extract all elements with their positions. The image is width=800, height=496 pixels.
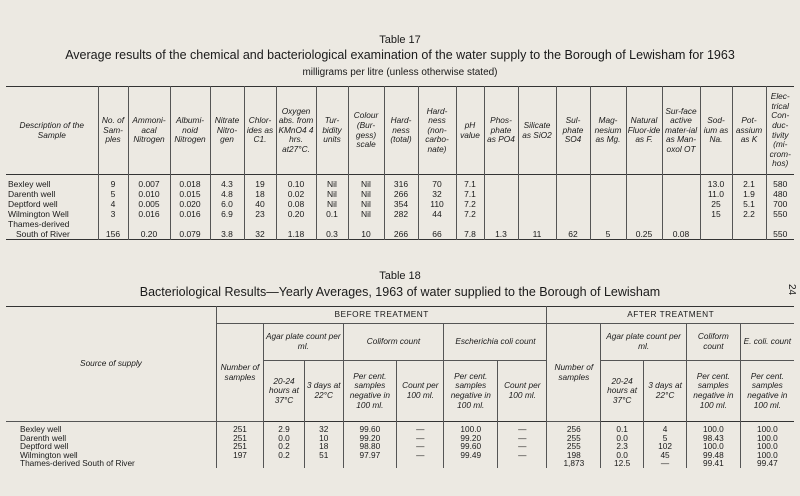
table-cell: —	[644, 459, 687, 468]
table-cell	[444, 459, 498, 468]
table-cell	[484, 219, 518, 229]
table-cell: 550	[766, 229, 794, 240]
table-17-column-header: No. of Sam-ples	[98, 87, 128, 175]
table-17-column-header: Sul-phate SO4	[556, 87, 590, 175]
table-cell: 4	[644, 422, 687, 434]
table-17-column-header: Oxygen abs. from KMnO4 4 hrs. at27°C.	[276, 87, 316, 175]
table-cell: 6.0	[210, 199, 244, 209]
table-cell: 0.005	[128, 199, 170, 209]
ecoli-pct-before-header: Per cent. samples negative in 100 ml.	[444, 361, 498, 422]
table-cell	[484, 175, 518, 190]
table-17-number: Table 17	[379, 34, 421, 46]
coliform-pct-after-header: Per cent. samples negative in 100 ml.	[687, 361, 741, 422]
table-cell	[626, 199, 662, 209]
table-cell: 0.079	[170, 229, 210, 240]
table-cell	[128, 219, 170, 229]
table-17	[6, 86, 794, 240]
ecoli-before-header: Escherichia coli count	[444, 324, 547, 361]
table-cell: Nil	[316, 189, 348, 199]
table-17-subtitle: milligrams per litre (unless otherwise stated)	[302, 67, 498, 78]
table-cell: 0.10	[276, 175, 316, 190]
table-cell: 3	[98, 209, 128, 219]
table-cell	[556, 199, 590, 209]
agar-after-header: Agar plate count per ml.	[601, 324, 687, 361]
table-cell	[316, 219, 348, 229]
table-17-column-header: Albumi-noid Nitrogen	[170, 87, 210, 175]
coliform-count-before-header: Count per 100 ml.	[397, 361, 444, 422]
table-cell: 23	[244, 209, 276, 219]
table-17-header-row	[6, 87, 794, 175]
table-17-title: Average results of the chemical and bacteriological examination of the water supply to the Borough of Lewisham for 1963	[65, 48, 735, 62]
table-cell	[556, 189, 590, 199]
table-cell: Nil	[316, 175, 348, 190]
table-cell: 100.0	[740, 434, 794, 443]
table-17-column-header: Natural Fluor-ide as F.	[626, 87, 662, 175]
table-cell	[590, 219, 626, 229]
table-cell	[590, 209, 626, 219]
row-label: Darenth well	[20, 432, 67, 443]
table-cell: 5	[644, 434, 687, 443]
table-cell: 40	[244, 199, 276, 209]
agar-2024-before-header: 20-24 hours at 37°C	[264, 361, 305, 422]
table-cell	[216, 459, 263, 468]
row-label: Deptford well	[8, 199, 58, 209]
table-17-column-header: Sur-face active mater-ial as Man-oxol OT	[662, 87, 700, 175]
table-cell: 5.1	[732, 199, 766, 209]
table-cell	[662, 209, 700, 219]
table-cell: 0.3	[316, 229, 348, 240]
table-cell: 0.08	[276, 199, 316, 209]
table-cell	[590, 199, 626, 209]
table-cell: 0.015	[170, 189, 210, 199]
table-cell: 255	[547, 434, 601, 443]
table-cell: 255	[547, 442, 601, 451]
table-cell: 25	[700, 199, 732, 209]
table-cell: —	[498, 434, 547, 443]
table-cell	[518, 219, 556, 229]
table-cell: 51	[304, 451, 343, 460]
table-cell	[518, 199, 556, 209]
table-cell	[518, 209, 556, 219]
after-treatment-header: AFTER TREATMENT	[547, 307, 794, 324]
table-cell: 0.20	[128, 229, 170, 240]
ecoli-after-header: E. coli. count	[740, 324, 794, 361]
table-cell: —	[498, 422, 547, 434]
table-row	[6, 209, 794, 219]
table-cell	[590, 189, 626, 199]
row-label: Bexley well	[20, 424, 62, 434]
coliform-pct-before-header: Per cent. samples negative in 100 ml.	[343, 361, 397, 422]
table-row	[6, 442, 794, 451]
table-cell: 98.80	[343, 442, 397, 451]
table-17-column-header: Chlor-ides as C1.	[244, 87, 276, 175]
table-cell: 0.2	[264, 451, 305, 460]
table-cell	[732, 219, 766, 229]
table-cell: 0.016	[170, 209, 210, 219]
table-cell	[498, 459, 547, 468]
table-cell: 13.0	[700, 175, 732, 190]
table-cell: 2.9	[264, 422, 305, 434]
table-cell	[98, 219, 128, 229]
table-cell: 99.48	[687, 451, 741, 460]
table-cell: 32	[304, 422, 343, 434]
agar-2024-after-header: 20-24 hours at 37°C	[601, 361, 644, 422]
row-label: Deptford well	[20, 441, 69, 451]
table-17-column-header: Description of the Sample	[19, 119, 85, 140]
table-cell	[397, 459, 444, 468]
table-cell: 2.2	[732, 209, 766, 219]
table-cell	[518, 175, 556, 190]
table-cell: 15	[700, 209, 732, 219]
table-17-column-header: Ammoni-acal Nitrogen	[128, 87, 170, 175]
table-cell: 0.1	[601, 422, 644, 434]
table-cell: 44	[418, 209, 456, 219]
table-cell	[732, 229, 766, 240]
table-cell: 18	[304, 442, 343, 451]
table-cell: 100.0	[687, 442, 741, 451]
table-cell: Nil	[348, 175, 384, 190]
table-cell: 0.007	[128, 175, 170, 190]
table-cell: 99.60	[343, 422, 397, 434]
table-cell	[518, 189, 556, 199]
table-cell: 100.0	[740, 422, 794, 434]
table-cell: 282	[384, 209, 418, 219]
table-cell	[170, 219, 210, 229]
row-label: Darenth well	[8, 189, 56, 199]
table-cell: 198	[547, 451, 601, 460]
table-cell: 156	[98, 229, 128, 240]
table-cell: —	[397, 434, 444, 443]
page-number: 24	[785, 283, 797, 296]
row-label: Thames-derived	[8, 219, 70, 229]
table-cell: 7.1	[456, 175, 484, 190]
table-cell: 700	[766, 199, 794, 209]
table-cell: 0.010	[128, 189, 170, 199]
table-17-column-header: Mag-nesium as Mg.	[590, 87, 626, 175]
source-of-supply-header: Source of supply	[6, 307, 216, 422]
table-cell: 99.20	[444, 434, 498, 443]
table-cell: 62	[556, 229, 590, 240]
table-cell: 110	[418, 199, 456, 209]
table-cell: 4	[98, 199, 128, 209]
table-cell: —	[397, 422, 444, 434]
table-cell: 45	[644, 451, 687, 460]
table-row	[6, 175, 794, 190]
ecoli-pct-after-header: Per cent. samples negative in 100 ml.	[740, 361, 794, 422]
table-cell: 1.18	[276, 229, 316, 240]
table-cell	[484, 189, 518, 199]
table-cell: 1.9	[732, 189, 766, 199]
table-row	[6, 422, 794, 434]
row-label: Bexley well	[8, 179, 51, 189]
table-cell: 9	[98, 175, 128, 190]
table-cell: 99.60	[444, 442, 498, 451]
table-cell: 0.0	[601, 434, 644, 443]
table-cell: Nil	[316, 199, 348, 209]
table-row	[6, 459, 794, 468]
row-label: South of River	[16, 229, 70, 239]
table-cell: 18	[244, 189, 276, 199]
table-cell: 480	[766, 189, 794, 199]
table-cell	[626, 219, 662, 229]
table-cell	[418, 219, 456, 229]
table-cell: 7.8	[456, 229, 484, 240]
table-cell: 70	[418, 175, 456, 190]
row-label: Wilmington Well	[8, 209, 69, 219]
table-cell	[556, 175, 590, 190]
table-cell: 6.9	[210, 209, 244, 219]
table-cell	[766, 219, 794, 229]
table-cell: 98.43	[687, 434, 741, 443]
table-cell: 12.5	[601, 459, 644, 468]
table-cell	[484, 209, 518, 219]
table-cell	[662, 189, 700, 199]
table-cell: 266	[384, 189, 418, 199]
table-cell: —	[498, 442, 547, 451]
table-cell	[484, 199, 518, 209]
table-cell: 251	[216, 434, 263, 443]
table-cell	[348, 219, 384, 229]
table-row	[6, 219, 794, 229]
table-cell: 99.41	[687, 459, 741, 468]
table-cell: 266	[384, 229, 418, 240]
table-cell: 1,873	[547, 459, 601, 468]
table-cell: 0.018	[170, 175, 210, 190]
table-cell	[276, 219, 316, 229]
row-label: Thames-derived South of River	[20, 458, 135, 468]
table-cell: 102	[644, 442, 687, 451]
agar-3days-before-header: 3 days at 22°C	[304, 361, 343, 422]
table-cell: 256	[547, 422, 601, 434]
coliform-before-header: Coliform count	[343, 324, 444, 361]
before-treatment-header: BEFORE TREATMENT	[216, 307, 547, 324]
table-17-column-header: Elec-trical Con-duc-tivity (mi-crom-hos)	[766, 87, 794, 175]
table-cell: Nil	[348, 209, 384, 219]
table-cell: 19	[244, 175, 276, 190]
table-cell: 0.0	[264, 434, 305, 443]
table-row	[6, 199, 794, 209]
table-cell: 10	[304, 434, 343, 443]
table-cell	[556, 219, 590, 229]
table-cell: 11.0	[700, 189, 732, 199]
table-17-column-header: Tur-bidity units	[316, 87, 348, 175]
table-cell	[626, 209, 662, 219]
table-row	[6, 229, 794, 240]
table-cell: 32	[418, 189, 456, 199]
table-cell: 251	[216, 422, 263, 434]
table-cell: 97.97	[343, 451, 397, 460]
table-cell	[590, 175, 626, 190]
ecoli-count-before-header: Count per 100 ml.	[498, 361, 547, 422]
table-cell: 0.016	[128, 209, 170, 219]
table-cell: 7.2	[456, 209, 484, 219]
table-cell: —	[397, 442, 444, 451]
coliform-after-header: Coliform count	[687, 324, 741, 361]
table-cell: 4.8	[210, 189, 244, 199]
table-cell: 2.3	[601, 442, 644, 451]
table-cell: 7.2	[456, 199, 484, 209]
table-cell: 0.20	[276, 209, 316, 219]
table-17-column-header: Phos-phate as PO4	[484, 87, 518, 175]
table-cell	[384, 219, 418, 229]
table-18-title: Bacteriological Results—Yearly Averages, 1963 of water supplied to the Borough of Lewisham	[139, 285, 661, 299]
table-row	[6, 434, 794, 443]
table-cell: 99.47	[740, 459, 794, 468]
table-cell	[662, 175, 700, 190]
table-cell	[700, 229, 732, 240]
table-cell: 0.0	[601, 451, 644, 460]
table-cell: 100.0	[740, 442, 794, 451]
table-17-column-header: Colour (Bur-gess) scale	[348, 87, 384, 175]
table-cell: 7.1	[456, 189, 484, 199]
table-row	[6, 189, 794, 199]
table-cell	[626, 189, 662, 199]
table-17-column-header: Silicate as SiO2	[518, 87, 556, 175]
table-cell: 66	[418, 229, 456, 240]
table-cell	[244, 219, 276, 229]
table-cell: 100.0	[687, 422, 741, 434]
table-cell: 2.1	[732, 175, 766, 190]
table-cell: 251	[216, 442, 263, 451]
table-17-column-header: Hard-ness (total)	[384, 87, 418, 175]
table-17-column-header: Nitrate Nitro-gen	[210, 87, 244, 175]
table-cell: 0.020	[170, 199, 210, 209]
table-cell: 0.02	[276, 189, 316, 199]
table-cell	[556, 209, 590, 219]
table-cell: —	[397, 451, 444, 460]
table-cell: 1.3	[484, 229, 518, 240]
table-17-column-header: Pot-assium as K	[732, 87, 766, 175]
table-cell: 0.08	[662, 229, 700, 240]
table-cell: Nil	[348, 199, 384, 209]
table-cell	[304, 459, 343, 468]
row-label: Wilmington well	[20, 449, 78, 460]
table-18-number: Table 18	[379, 270, 421, 282]
table-cell: 0.1	[316, 209, 348, 219]
table-cell	[456, 219, 484, 229]
agar-3days-after-header: 3 days at 22°C	[644, 361, 687, 422]
table-17-column-header: Sod-ium as Na.	[700, 87, 732, 175]
table-cell: 5	[98, 189, 128, 199]
table-cell: 5	[590, 229, 626, 240]
table-cell: 100.0	[740, 451, 794, 460]
table-cell: 197	[216, 451, 263, 460]
table-cell	[662, 219, 700, 229]
table-cell: 11	[518, 229, 556, 240]
table-cell: 0.25	[626, 229, 662, 240]
table-cell: 550	[766, 209, 794, 219]
table-cell	[626, 175, 662, 190]
table-cell: 99.49	[444, 451, 498, 460]
number-of-samples-before-header: Number of samples	[216, 324, 263, 422]
table-17-column-header: Hard-ness (non-carbo-nate)	[418, 87, 456, 175]
table-cell: —	[498, 451, 547, 460]
table-cell	[264, 459, 305, 468]
table-17-column-header: pH value	[456, 87, 484, 175]
table-cell: 99.20	[343, 434, 397, 443]
table-18	[6, 306, 794, 468]
table-cell: 354	[384, 199, 418, 209]
table-cell: 32	[244, 229, 276, 240]
table-cell: 580	[766, 175, 794, 190]
number-of-samples-after-header: Number of samples	[547, 324, 601, 422]
table-cell: 0.2	[264, 442, 305, 451]
agar-before-header: Agar plate count per ml.	[264, 324, 343, 361]
table-cell: 4.3	[210, 175, 244, 190]
table-cell: 3.8	[210, 229, 244, 240]
table-cell: 10	[348, 229, 384, 240]
table-cell: Nil	[348, 189, 384, 199]
table-cell: 100.0	[444, 422, 498, 434]
table-cell	[343, 459, 397, 468]
table-cell	[662, 199, 700, 209]
table-cell	[700, 219, 732, 229]
table-cell: 316	[384, 175, 418, 190]
table-cell	[210, 219, 244, 229]
